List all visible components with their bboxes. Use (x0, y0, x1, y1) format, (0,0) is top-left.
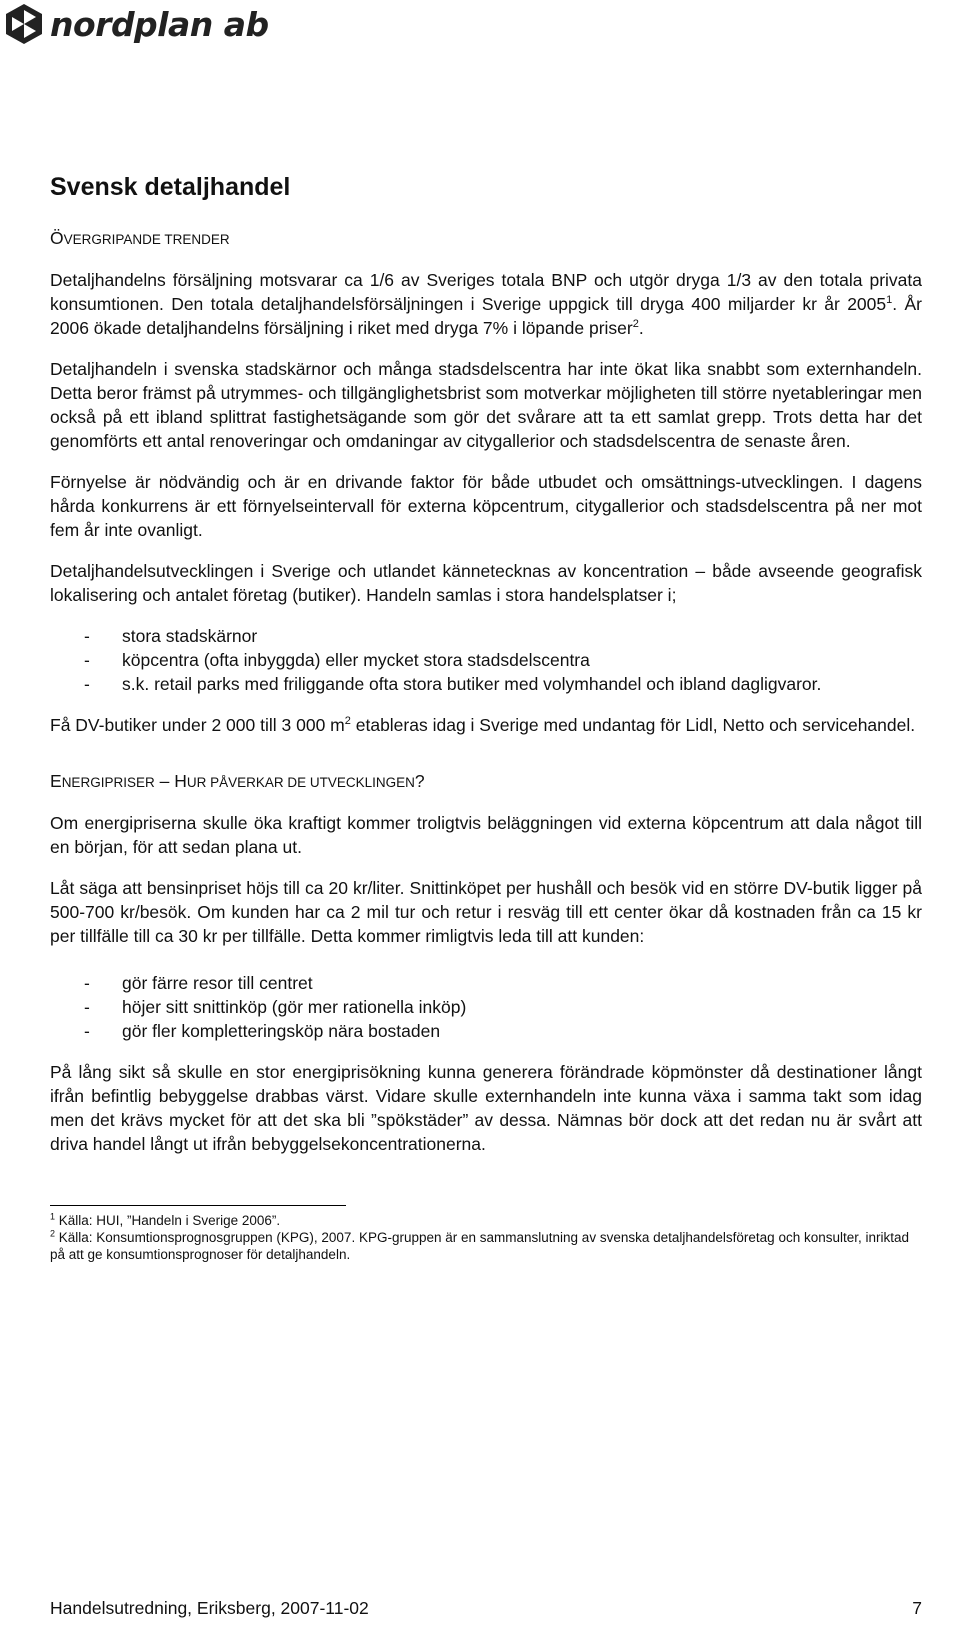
page-footer (50, 1598, 922, 1619)
hexagon-logo-icon (2, 2, 46, 46)
footnote-number: 2 (50, 1228, 56, 1239)
dash-marker: - (84, 674, 90, 694)
paragraph-text: . (638, 318, 644, 338)
paragraph: Låt säga att bensinpriset höjs till ca 20 kr/liter. Snittinköpet per hushåll och besök vid en större DV-butik ligger på 500-700 kr/besök. Om kunden har ca 2 mil tur och retur i resväg till ett center ökar då kostnaden från ca 15 kr per tillfälle till ca 30 kr per tillfälle. Detta kommer rimligtvis leda till att kunden: (50, 878, 922, 946)
list-item (50, 971, 922, 995)
footer-text: Handelsutredning, Eriksberg, 2007-11-02 (50, 1598, 369, 1618)
document-body (50, 172, 922, 1263)
list-item (50, 648, 922, 672)
page-title: Svensk detaljhandel (50, 173, 291, 201)
footnote-ref: 2 (632, 318, 639, 331)
paragraph-text: . År 2006 ökade detaljhandelns försäljning i riket med dryga 7% i löpande priser (50, 294, 922, 338)
footnote (50, 1229, 922, 1263)
dash-marker: - (84, 997, 90, 1017)
list-item (50, 1019, 922, 1043)
section-heading-trends (50, 227, 922, 251)
heading-initial: H (174, 771, 187, 791)
list-item (50, 624, 922, 648)
dash-marker: - (84, 973, 90, 993)
dash-marker: - (84, 626, 90, 646)
section-heading-energy (50, 770, 922, 794)
footnote (50, 1212, 922, 1229)
paragraph: Om energipriserna skulle öka kraftigt kommer troligtvis beläggningen vid externa köpcentrum att dala något till en början, för att sedan plana ut. (50, 813, 922, 857)
heading-rest: UR PÅVERKAR DE UTVECKLINGEN (186, 775, 415, 790)
list-item-text: gör fler kompletteringsköp nära bostaden (122, 1021, 441, 1041)
paragraph-text: Detaljhandelns försäljning motsvarar ca 1/6 av Sveriges totala BNP och utgör dryga 1/3 av den totala privata konsumtionen. Den totala detaljhandelsförsäljningen i Sverige uppgick till dryga 400 miljarder kr år 2005 (50, 270, 922, 314)
heading-rest: NERGIPRISER (61, 775, 155, 790)
heading-rest: VERGRIPANDE TRENDER (63, 232, 230, 247)
bullet-list (50, 624, 922, 696)
superscript: 2 (344, 715, 351, 728)
bullet-list (50, 971, 922, 1043)
dash-marker: - (84, 650, 90, 670)
heading-initial: Ö (50, 228, 64, 248)
paragraph: På lång sikt så skulle en stor energiprisökning kunna generera förändrade köpmönster då destinationer långt ifrån befintlig bebyggelse drabbas värst. Vidare skulle externhandeln inte kunna växa i samma takt som idag men det krävs mycket för att det ska bli ”spökstäder” av dessa. Nämnas bör dock att det redan nu är svårt att driva handel långt ut ifrån bebyggelsekoncentrationerna. (50, 1062, 922, 1154)
paragraph: Detaljhandelsutvecklingen i Sverige och utlandet kännetecknas av koncentration – både avseende geografisk lokalisering och antalet företag (butiker). Handeln samlas i stora handelsplatser i; (50, 561, 922, 605)
footnote-text: Källa: HUI, ”Handeln i Sverige 2006”. (55, 1213, 281, 1228)
footnote-text: Källa: Konsumtionsprognosgruppen (KPG), 2007. KPG-gruppen är en sammanslutning av svenska detaljhandelsföretag och konsulter, inriktad på att ge konsumtionsprognoser för detaljhandeln. (50, 1230, 910, 1262)
footnote-divider (50, 1205, 346, 1206)
paragraph: Förnyelse är nödvändig och är en drivande faktor för både utbudet och omsättnings-utvecklingen. I dagens hårda konkurrens är ett förnyelseintervall för externa köpcentrum, citygallerior och stadsdelscentra på ner mot fem år inte ovanligt. (50, 472, 922, 540)
company-logo (2, 2, 269, 46)
list-item-text: gör färre resor till centret (122, 973, 313, 993)
dash-marker: - (84, 1021, 90, 1041)
paragraph (50, 268, 922, 340)
list-item-text: s.k. retail parks med friliggande ofta stora butiker med volymhandel och ibland dagligvaror. (122, 674, 822, 694)
list-item-text: höjer sitt snittinköp (gör mer rationella inköp) (122, 997, 467, 1017)
list-item-text: köpcentra (ofta inbyggda) eller mycket stora stadsdelscentra (122, 650, 590, 670)
footnote-ref: 1 (886, 294, 893, 307)
list-item (50, 995, 922, 1019)
heading-initial: E (50, 771, 62, 791)
heading-dash: – (154, 771, 175, 791)
logo-text: nordplan ab (50, 4, 269, 44)
paragraph (50, 713, 922, 737)
paragraph: Detaljhandeln i svenska stadskärnor och många stadsdelscentra har inte ökat lika snabbt som externhandeln. Detta beror främst på utrymmes- och tillgänglighetsbrist som motverkar möjligheten till större nyetableringar men också på ett ibland splittrat fastighetsägande som gör det svårare att ta ett samlat grepp. Trots detta har det genomförts ett antal renoveringar och omdaningar av citygallerior och stadsdelscentra de senaste åren. (50, 359, 922, 451)
list-item (50, 672, 922, 696)
page-number: 7 (912, 1598, 922, 1618)
list-item-text: stora stadskärnor (122, 626, 258, 646)
footnote-number: 1 (50, 1211, 56, 1222)
paragraph-text: etableras idag i Sverige med undantag för Lidl, Netto och servicehandel. (350, 715, 916, 735)
heading-question-mark: ? (414, 771, 425, 791)
paragraph-text: Få DV-butiker under 2 000 till 3 000 m (50, 715, 345, 735)
